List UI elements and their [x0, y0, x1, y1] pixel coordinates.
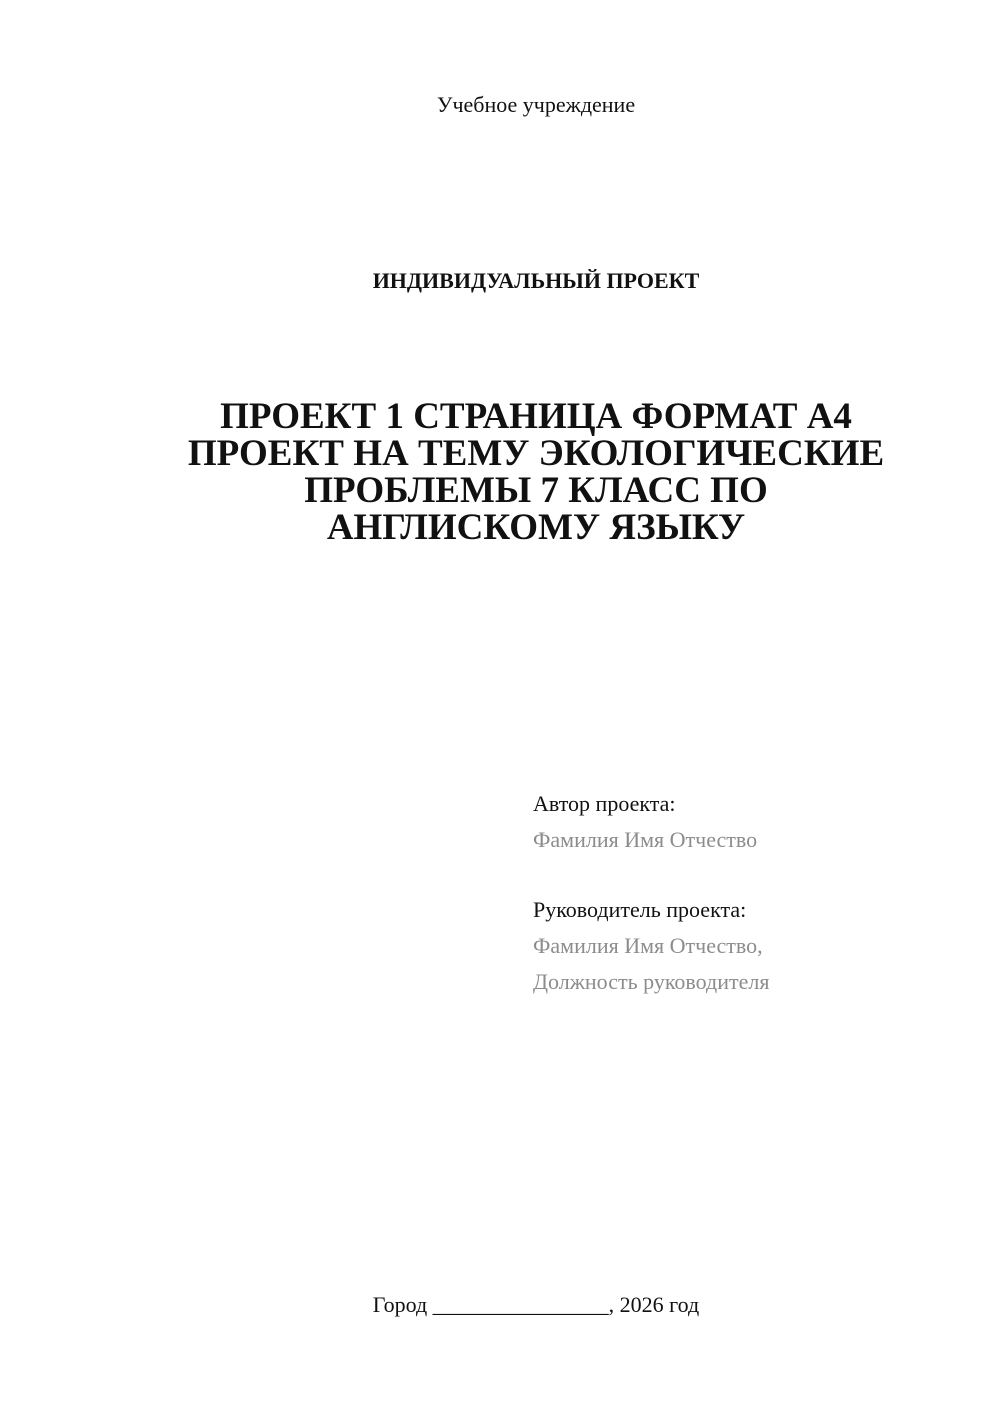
supervisor-name: Фамилия Имя Отчество,: [533, 933, 763, 958]
title-line-1: ПРОЕКТ 1 СТРАНИЦА ФОРМАТ А4: [220, 396, 852, 437]
document-type-heading: ИНДИВИДУАЛЬНЫЙ ПРОЕКТ: [372, 268, 700, 293]
institution-name: Учебное учреждение: [436, 92, 636, 117]
project-people-block: [533, 786, 973, 1000]
supervisor-label: Руководитель проекта:: [533, 897, 747, 922]
city-year-footer: Город ________________, 2026 год: [372, 1292, 700, 1317]
supervisor-position: Должность руководителя: [533, 969, 770, 994]
title-line-4: АНГЛИСКОМУ ЯЗЫКУ: [326, 507, 746, 548]
project-title: [130, 398, 942, 546]
title-line-3: ПРОБЛЕМЫ 7 КЛАСС ПО: [304, 470, 768, 511]
author-name: Фамилия Имя Отчество: [533, 827, 758, 852]
spacer: [533, 858, 973, 892]
title-line-2: ПРОЕКТ НА ТЕМУ ЭКОЛОГИЧЕСКИЕ: [187, 433, 885, 474]
author-label: Автор проекта:: [533, 791, 676, 816]
